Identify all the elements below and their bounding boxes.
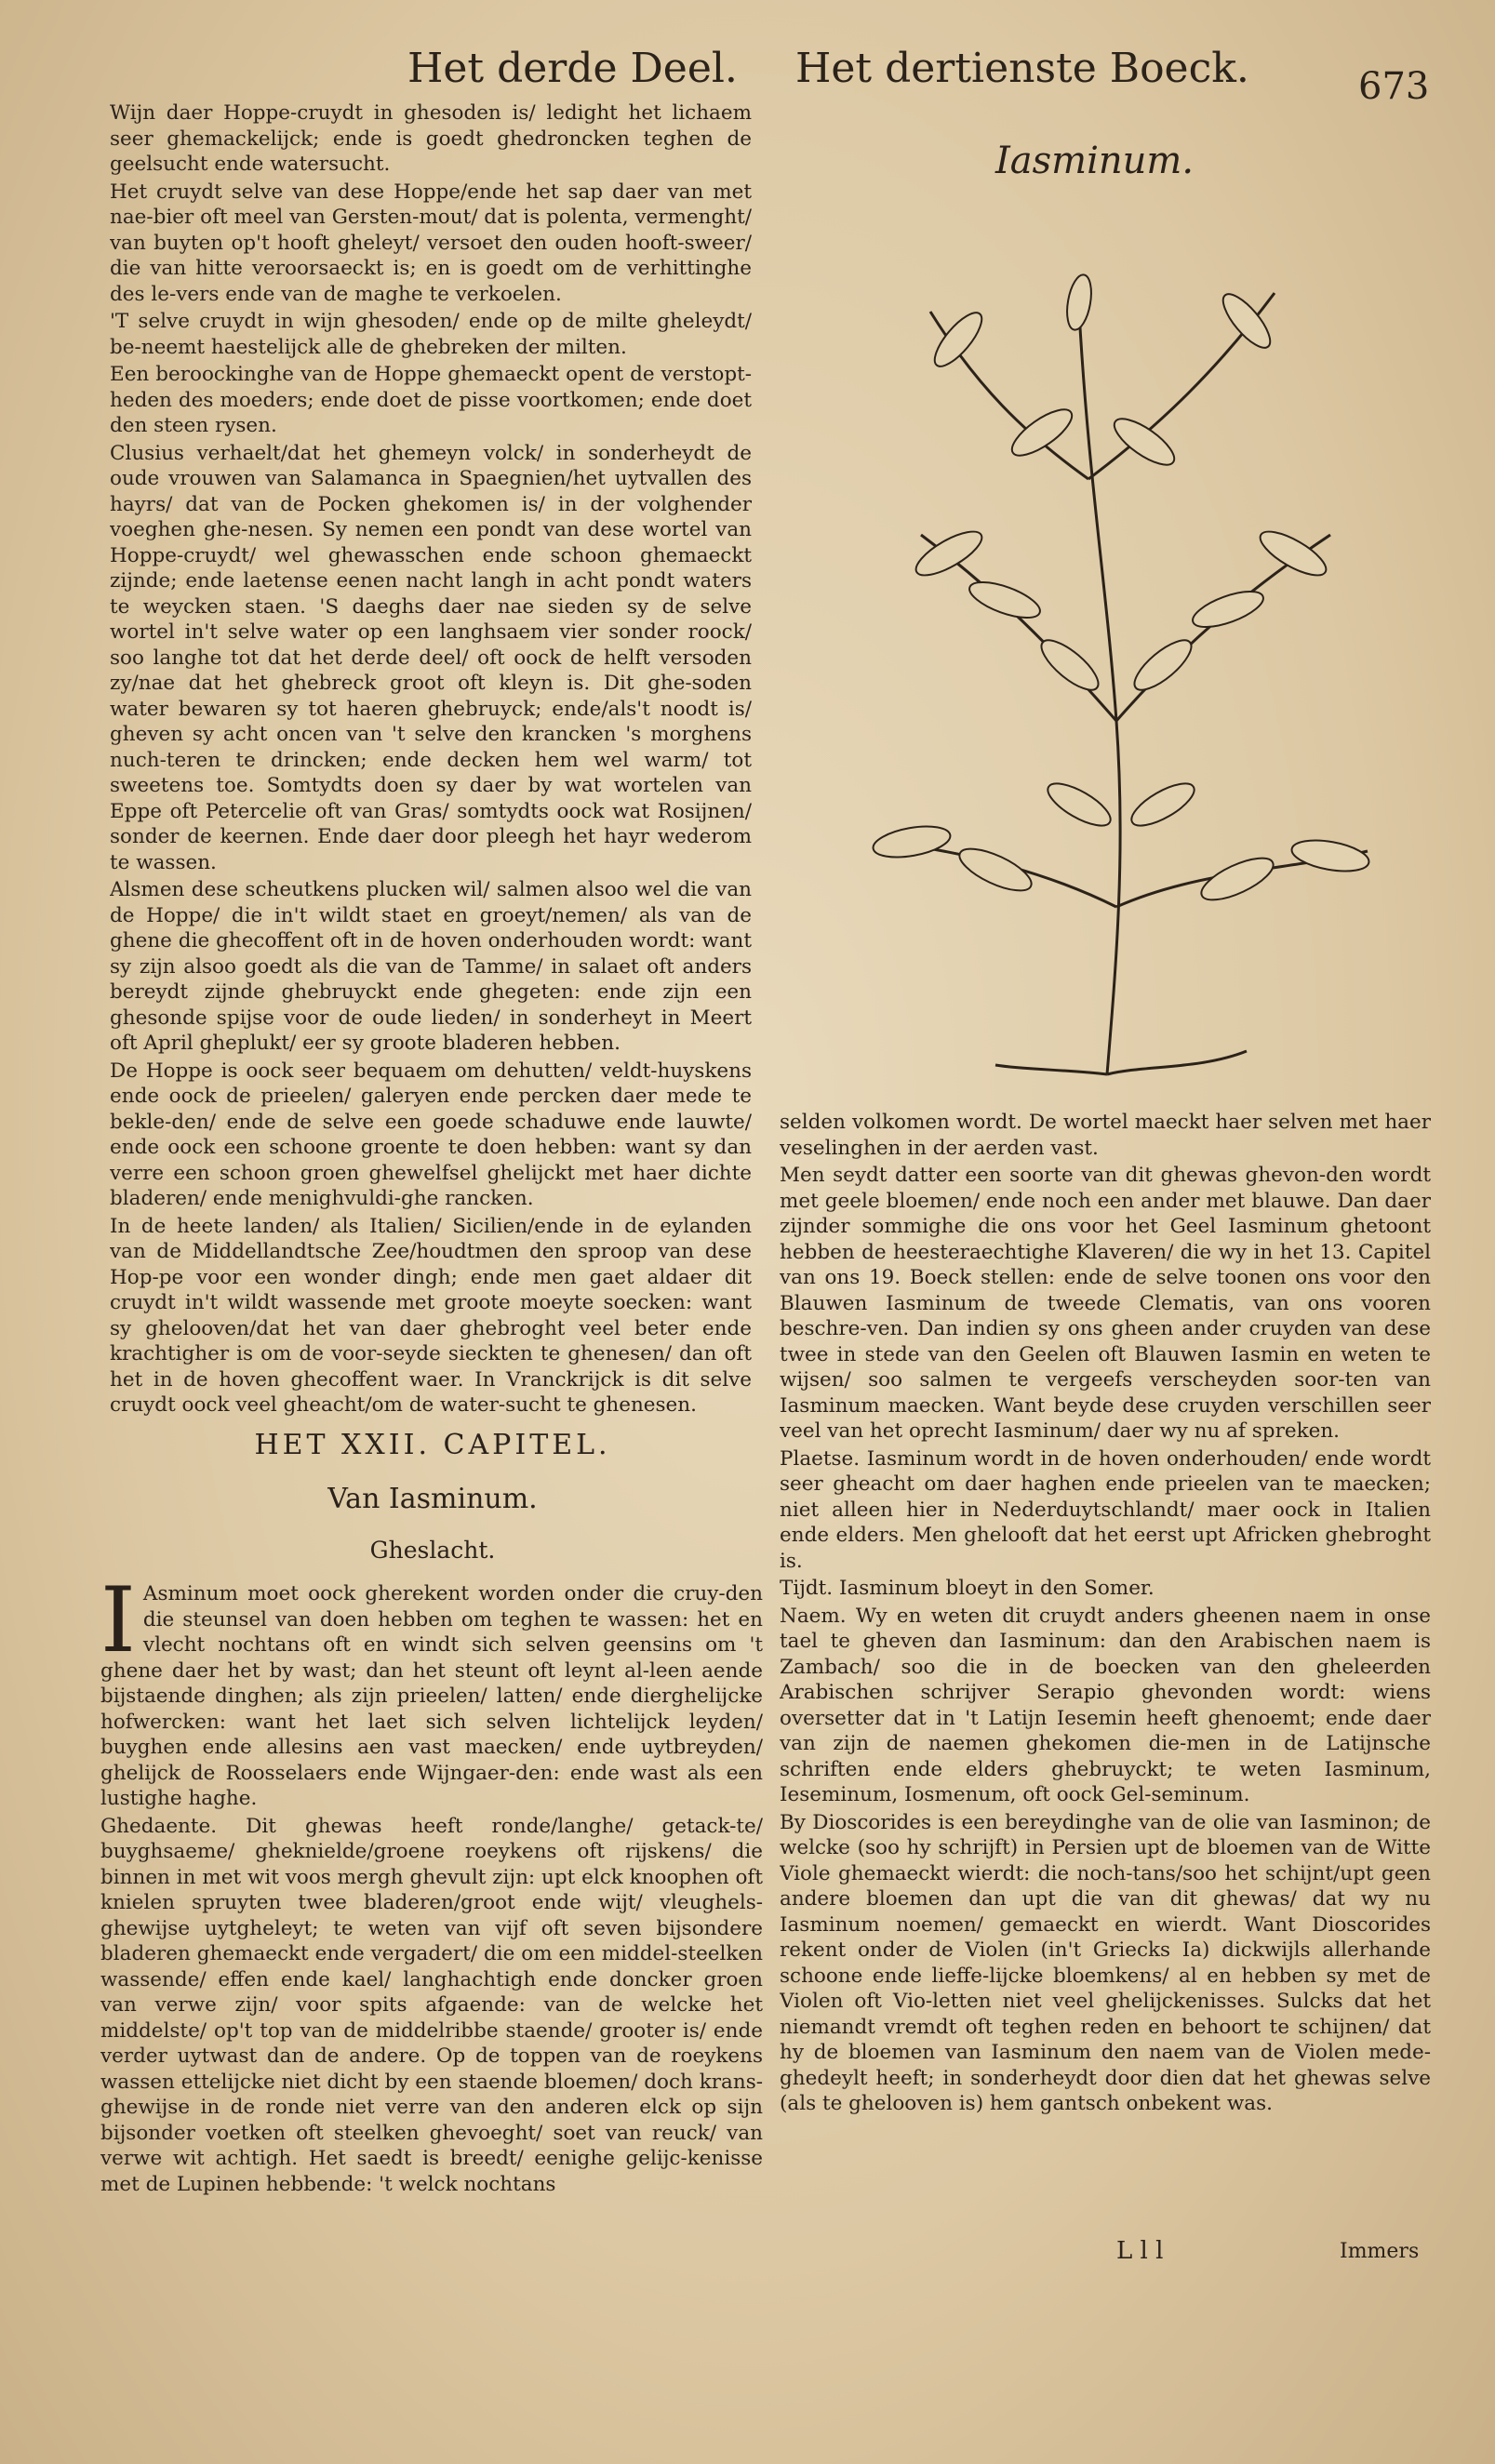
signature-mark: L l l	[1116, 2237, 1164, 2265]
paragraph: Wijn daer Hoppe-cruydt in ghesoden is/ ledight het lichaem seer ghemackelijck; ende is goedt ghedroncken teghen de geelsucht ende watersucht.	[110, 101, 752, 176]
left-column-top-text	[110, 100, 752, 1421]
paragraph: Clusius verhaelt/dat het ghemeyn volck/ in sonderheydt de oude vrouwen van Salamanca in Spaegnien/het uytvallen des hayrs/ dat van de Pocken ghekomen is/ in der volghender voeghen ghe-nesen. Sy nemen een pondt van dese wortel van Hoppe-cruydt/ wel ghewasschen ende schoon ghemaeckt zijnde; ende laetense eenen nacht langh in acht pondt waters te weycken staen. 'S daeghs daer nae sieden sy de selve wortel in't selve water op een langhsaem vier sonder roock/ soo langhe tot dat het derde deel/ oft oock de helft versoden zy/nae dat het ghebreck groot oft kleyn is. Dit ghe-soden water bewaren sy tot haeren ghebruyck; ende/als't noodt is/ gheven sy acht oncen van 't selve den krancken 's morghens nuch-teren te drincken; ende decken hem wel warm/ tot sweetens toe. Somtydts doen sy daer by wat wortelen van Eppe oft Petercelie oft van Gras/ somtydts oock wat Rosijnen/ sonder de keernen. Ende daer door pleegh het hayr wederom te wassen.	[110, 441, 752, 874]
paragraph: selden volkomen wordt. De wortel maeckt haer selven met haer veselinghen in der aerden vast.	[780, 1111, 1431, 1160]
section-heading: Gheslacht.	[369, 1537, 496, 1564]
paragraph: I Asminum moet oock gherekent worden onder die cruy-den die steunsel van doen hebben om teghen te wassen: het en vlecht nochtans oft en windt sich selven geensins om 't ghene daer het by wast; dan het steunt oft leynt al-leen aende bijstaende dinghen; als zijn prieelen/ latten/ ende dierghelijcke hofwercken: want het laet sich selven lichtelijck leyden/ buyghen ende allesins aen vast maecken/ ende uytbreyden/ ghelijck de Roosselaers ende Wijngaer-den: ende wast als een lustighe haghe.	[100, 1581, 763, 1810]
paragraph: Het cruydt selve van dese Hoppe/ende het sap daer van met nae-bier oft meel van Gersten-mout/ dat is polenta, vermenght/ van buyten op't hooft gheleyt/ versoet den ouden hooft-sweer/ die van hitte veroorsaeckt is; en is goedt om de verhittinghe des le-vers ende van de maghe te verkoelen.	[110, 180, 752, 306]
paragraph: In de heete landen/ als Italien/ Sicilien/ende in de eylanden van de Middellandtsche Zee/houdtmen den sproop van dese Hop-pe voor een wonder dingh; ende men gaet aldaer dit cruydt in't wildt wassende met groote moeyte soecken: want sy ghelooven/dat het van daer ghebroght veel beter ende krachtigher is om de voor-seyde sieckten te ghenesen/ dan oft het in de hoven ghecoffent waer. In Vranckrijck is dit selve cruydt oock veel gheacht/om de water-sucht te ghenesen.	[110, 1214, 752, 1417]
paragraph: Alsmen dese scheutkens plucken wil/ salmen alsoo wel die van de Hoppe/ die in't wildt staet en groeyt/nemen/ als van de ghene die ghecoffent oft in de hoven onderhouden wordt: want sy zijn alsoo goedt als die van de Tamme/ in salaet oft anders bereydt zijnde ghebruyckt ende ghegeten: ende zijn een ghesonde spijse voor de oude lieden/ in sonderheyt in Meert oft April gheplukt/ eer sy groote bladeren hebben.	[110, 878, 752, 1055]
paragraph: Naem. Wy en weten dit cruydt anders gheenen naem in onse tael te gheven dan Iasminum: dan den Arabischen naem is Zambach/ soo die in de boecken van den gheleerden Arabischen schrijver Serapio ghevonden wordt: wiens oversetter dat in 't Latijn Iesemin heeft ghenoemt; ende daer van zijn de naemen ghekomen die-men in de Latijnsche schriften ende elders ghebruyckt; te weten Iasminum, Ieseminum, Iosmenum, oft oock Gel-seminum.	[780, 1604, 1431, 1806]
chapter-title: HET XXII. CAPITEL.	[254, 1429, 611, 1461]
paragraph: Plaetse. Iasminum wordt in de hoven onderhouden/ ende wordt seer gheacht om daer haghen ende prieelen van te maecken; niet alleen hier in Nederduytschlandt/ maer oock in Italien ende elders. Men ghelooft dat het eerst upt Africken ghebroght is.	[780, 1446, 1431, 1573]
running-head-right: Het dertienste Boeck.	[795, 45, 1249, 92]
paragraph: Ghedaente. Dit ghewas heeft ronde/langhe/ getack-te/ buyghsaeme/ gheknielde/groene roeykens oft rijskens/ die binnen in met wit voos mergh ghevult zijn: upt elck knoophen oft knielen spruyten twee bladeren/groot ende wijt/ vleughels-ghewijse uytgheleyt; te weten van vijf oft seven bijsondere bladeren ghemaeckt ende vergadert/ die om een middel-steelken wassende/ effen ende kael/ langhachtigh ende doncker groen van verwe zijn/ voor spits afgaende: van de welcke het middelste/ op't top van de middelribbe staende/ grooter is/ ende verder uytwast dan de andere. Op de toppen van de roeykens wassen ettelijcke niet dicht by een staende bloemen/ doch krans-ghewijse in de ronde niet verre van den anderen elck op sijn bijsonder voetken oft steelken ghevoeght/ soet van reuck/ van verwe wit achtigh. Het saedt is breedt/ eenighe gelijc-kenisse met de Lupinen hebbende: 't welck nochtans	[100, 1814, 763, 2196]
catchword: Immers	[1340, 2240, 1420, 2263]
paragraph: Een beroockinghe van de Hoppe ghemaeckt opent de verstopt-heden des moeders; ende doet de pisse voortkomen; ende doet den steen rysen.	[110, 363, 752, 437]
left-column-bottom-text	[100, 1581, 763, 2270]
page-number: 673	[1358, 65, 1430, 108]
paragraph: Tijdt. Iasminum bloeyt in den Somer.	[780, 1577, 1155, 1600]
running-head-left: Het derde Deel.	[407, 45, 738, 92]
jasmine-woodcut-illustration	[809, 200, 1414, 1093]
paragraph: By Dioscorides is een bereydinghe van de olie van Iasminon; de welcke (soo hy schrijft) in Persien upt de bloemen van de Witte Viole ghemaeckt wierdt: die noch-tans/soo het schijnt/upt geen andere bloemen dan upt die van dit ghewas/ dat wy nu Iasminum noemen/ gemaeckt en wierdt. Want Dioscorides rekent onder de Violen (in't Griecks Ia) dickwijls allerhande schoone ende lieffe-lijcke bloemkens/ al en hebben sy met de Violen oft Vio-letten niet veel ghelijckenisses. Sulcks dat het niemandt vremdt oft teghen reden en behoort te schijnen/ dat hy de bloemen van Iasminum den naem van de Violen mede-ghedeylt heeft; in sonderheydt door dien dat het ghewas selve (als te ghelooven is) hem gantsch onbekent was.	[780, 1810, 1431, 2115]
paragraph: De Hoppe is oock seer bequaem om dehutten/ veldt-huyskens ende oock de prieelen/ galeryen ende percken daer mede te bekle-den/ ende de selve een goede schaduwe ende lauwte/ ende oock een schoone groente te doen hebben: want sy dan verre een schoon groen ghewelfsel ghelijckt met haer dichte bladeren/ ende menighvuldi-ghe rancken.	[110, 1059, 752, 1210]
figure-title: Iasminum.	[995, 140, 1195, 182]
paragraph: 'T selve cruydt in wijn ghesoden/ ende op de milte gheleydt/ be-neemt haestelijck alle de ghebreken der milten.	[110, 310, 752, 359]
paragraph: Men seydt datter een soorte van dit ghewas ghevon-den wordt met geele bloemen/ ende noch een ander met blauwe. Dan daer zijnder sommighe die ons voor het Geel Iasminum ghetoont hebben de heesteraechtighe Klaveren/ die wy in het 13. Capitel van ons 19. Boeck stellen: ende de selve toonen ons voor den Blauwen Iasminum de tweede Clematis, van ons vooren beschre-ven. Dan indien sy ons gheen ander cruyden van dese twee in stede van den Geelen oft Blauwen Iasmin en weten te wijsen/ soo salmen te vergeefs verscheyden soor-ten van Iasminum maecken. Want beyde dese cruyden verschillen seer veel van het oprecht Iasminum/ daer wy nu af spreken.	[780, 1164, 1431, 1443]
paragraph	[110, 1420, 752, 1422]
chapter-subtitle: Van Iasminum.	[327, 1483, 538, 1515]
right-column-text	[780, 1110, 1431, 2272]
drop-cap-initial: I	[100, 1581, 136, 1672]
